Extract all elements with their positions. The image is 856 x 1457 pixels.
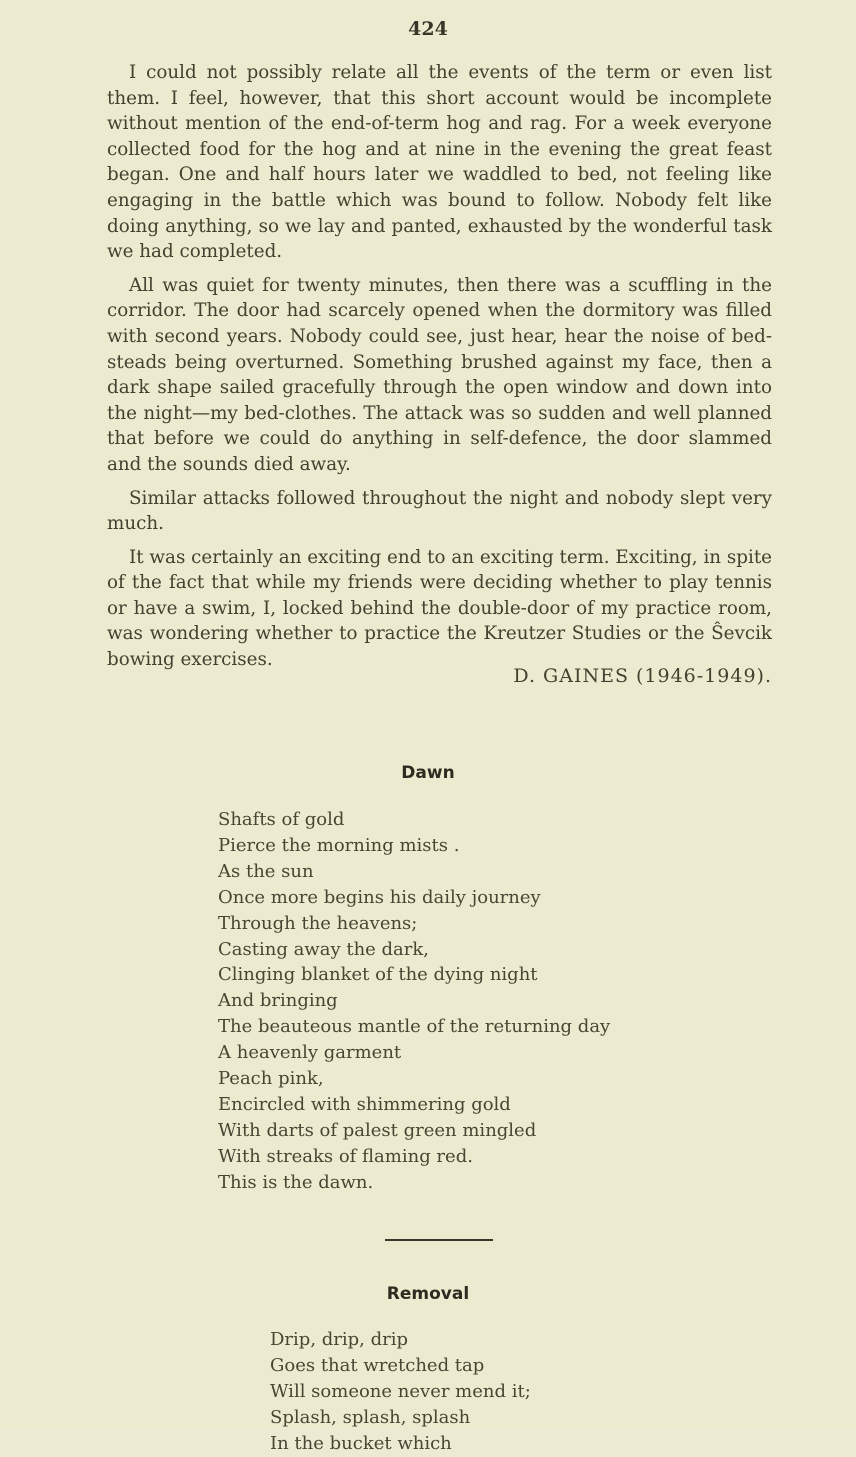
section-divider xyxy=(385,1239,493,1241)
poem-line: Pierce the morning mists . xyxy=(218,834,460,856)
poem-line: Shafts of gold xyxy=(218,809,345,830)
poem-title-removal: Removal xyxy=(386,1284,470,1304)
poem-line: Clinging blanket of the dying night xyxy=(218,964,538,986)
poem-line: Casting away the dark, xyxy=(218,938,430,960)
paragraph: It was certainly an exciting end to an exciting term. Exciting, in spite of the fact that while my friends were deciding whether to play tennis or have a swim, I, locked behind the double-door of my practice room, was wondering whether to practice the Kreutzer Studies or the Ŝevcik bowing exercises. xyxy=(107,546,772,671)
paragraph: I could not possibly relate all the events of the term or even list them. I feel, however, that this short account would be incomplete without mention of the end-of-term hog and rag. For a week everyone collected food for the hog and at nine in the evening the great feast began. One and half hours later we waddled to bed, not feeling like engaging in the battle which was bound to follow. Nobody felt like doing anything, so we lay and panted, exhausted by the wonderful task we had completed. xyxy=(107,62,772,263)
poem-title-dawn: Dawn xyxy=(401,763,455,783)
paragraph: All was quiet for twenty minutes, then there was a scuffling in the corridor. The door had scarcely opened when the dormitory was filled with second years. Nobody could see, just hear, hear the noise of bed-steads being overturned. Something brushed against my face, then a dark shape sailed gracefully through the open window and down into the night—my bed-clothes. The attack was so sudden and well planned that before we could do anything in self-defence, the door slammed and the sounds died away. xyxy=(107,274,772,475)
poem-line: In the bucket which xyxy=(270,1432,452,1454)
poem-dawn xyxy=(218,807,610,1196)
prose-section xyxy=(107,60,772,681)
poem-line: A heavenly garment xyxy=(218,1042,402,1064)
poem-line: With darts of palest green mingled xyxy=(218,1119,537,1141)
poem-line: Encircled with shimmering gold xyxy=(218,1093,511,1115)
poem-removal xyxy=(270,1327,531,1457)
poem-line: Through the heavens; xyxy=(218,912,418,934)
poem-line: As the sun xyxy=(218,860,314,882)
poem-line: The beauteous mantle of the returning day xyxy=(218,1016,611,1038)
poem-line: This is the dawn. xyxy=(218,1171,374,1193)
poem-line: Goes that wretched tap xyxy=(270,1354,485,1376)
poem-line: Splash, splash, splash xyxy=(270,1406,471,1428)
page-number: 424 xyxy=(408,18,448,40)
author-signature: D. GAINES (1946-1949). xyxy=(513,665,772,687)
poem-line: And bringing xyxy=(218,990,338,1012)
poem-line: Once more begins his daily journey xyxy=(218,886,541,908)
poem-line: Peach pink, xyxy=(218,1068,324,1090)
poem-line: Will someone never mend it; xyxy=(270,1380,531,1402)
paragraph: Similar attacks followed throughout the night and nobody slept very much. xyxy=(107,487,772,535)
poem-line: Drip, drip, drip xyxy=(270,1329,409,1350)
poem-line: With streaks of flaming red. xyxy=(218,1145,473,1167)
